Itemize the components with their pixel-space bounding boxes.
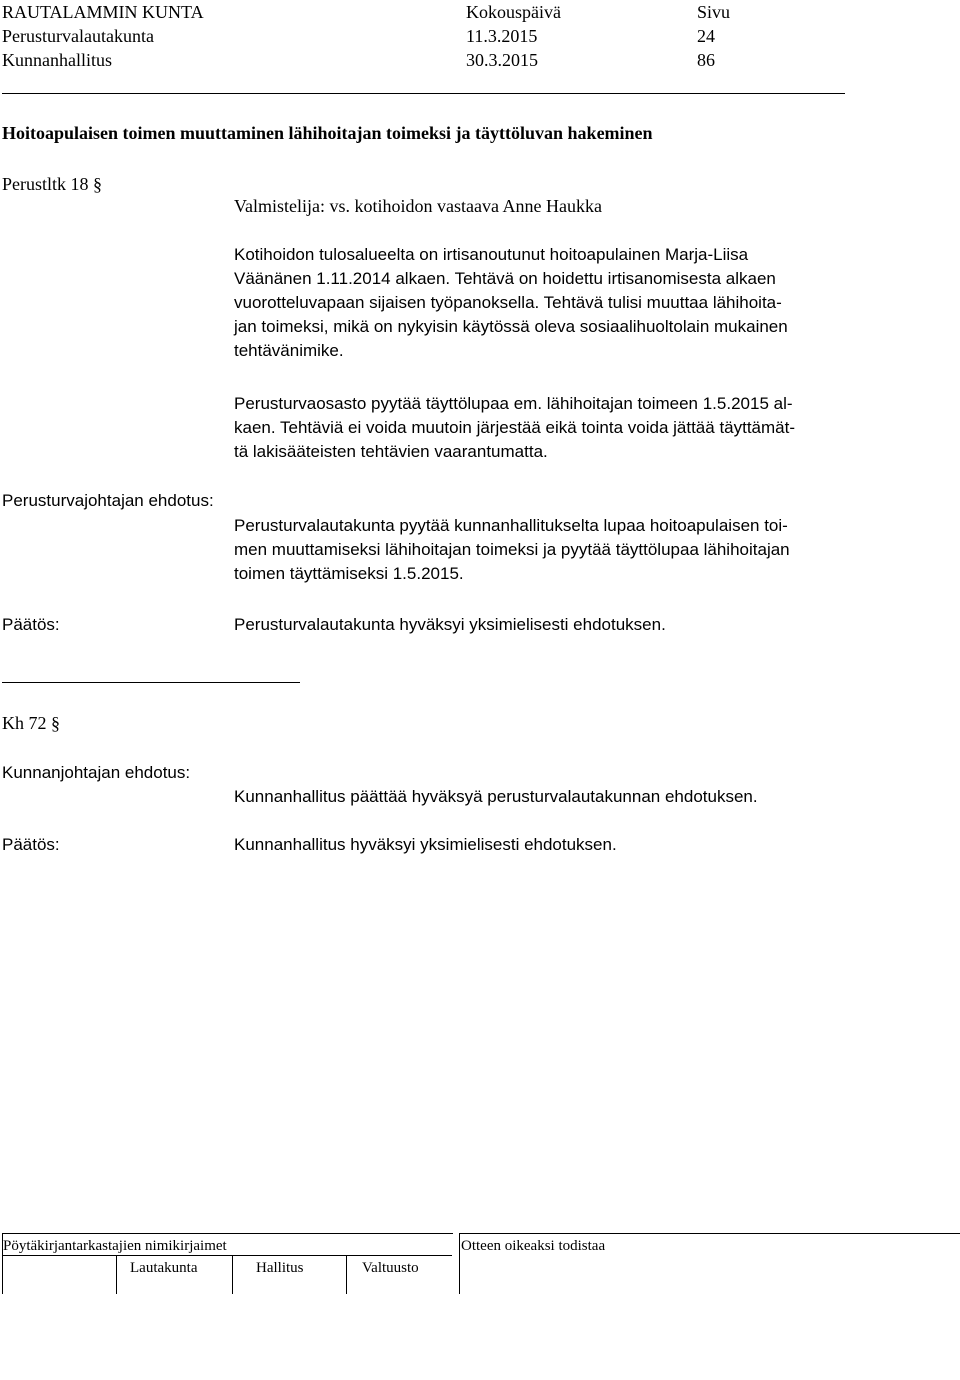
paragraph-line: kaen. Tehtäviä ei voida muutoin järjestää eikä tointa voida jättää täyttämät- [234,418,796,437]
proposal-label: Kunnanjohtajan ehdotus: [2,763,191,782]
proposal-text: Kunnanhallitus päättää hyväksyä perusturvalautakunnan ehdotuksen. [234,787,758,806]
section-reference: Perustltk 18 § [2,174,103,194]
paragraph-line: jan toimeksi, mikä on nykyisin käytössä oleva sosiaalihuoltolain mukainen [234,317,788,336]
decision-text: Perusturvalautakunta hyväksyi yksimielisesti ehdotuksen. [234,615,666,634]
header-date-2: 30.3.2015 [466,50,538,70]
meeting-date-label: Kokouspäivä [466,2,561,22]
page-label: Sivu [697,2,731,22]
paragraph-line: Perusturvalautakunta pyytää kunnanhallitukselta lupaa hoitoapulaisen toi- [234,516,788,535]
proposal-label: Perusturvajohtajan ehdotus: [2,491,214,510]
paragraph-line: vuorotteluvapaan sijaisen työpanoksella. Tehtävä tulisi muuttaa lähihoita- [234,293,782,312]
section-reference: Kh 72 § [2,713,60,733]
paragraph-line: toimen täyttämiseksi 1.5.2015. [234,564,464,583]
preparer-line: Valmistelija: vs. kotihoidon vastaava Anne Haukka [234,196,602,216]
decision-text: Kunnanhallitus hyväksyi yksimielisesti ehdotuksen. [234,835,617,854]
checkers-label-divider [2,1255,452,1256]
paragraph-line: men muuttamiseksi lähihoitajan toimeksi ja pyytää täyttölupaa lähihoitajan [234,540,790,559]
certified-label: Otteen oikeaksi todistaa [461,1238,606,1254]
decision-label: Päätös: [2,835,60,854]
header-body-1: Perusturvalautakunta [2,26,154,46]
column-divider [232,1256,233,1294]
section-divider [2,682,300,683]
paragraph-line: Perusturvaosasto pyytää täyttölupaa em. lähihoitajan toimeen 1.5.2015 al- [234,394,793,413]
column-hallitus: Hallitus [256,1260,304,1276]
column-valtuusto: Valtuusto [362,1260,419,1276]
header-page-1: 24 [697,26,715,46]
header-divider [2,93,845,94]
column-divider [346,1256,347,1294]
document-title: Hoitoapulaisen toimen muuttaminen lähihoitajan toimeksi ja täyttöluvan hakeminen [2,123,653,143]
paragraph-line: tehtävänimike. [234,341,344,360]
background-paragraph [234,243,874,363]
paragraph-line: Kotihoidon tulosalueelta on irtisanoutunut hoitoapulainen Marja-Liisa [234,245,749,264]
checkers-label: Pöytäkirjantarkastajien nimikirjaimet [3,1238,227,1254]
column-divider [116,1256,117,1294]
decision-label: Päätös: [2,615,60,634]
organization-name: RAUTALAMMIN KUNTA [2,2,204,22]
header-page-2: 86 [697,50,715,70]
proposal-paragraph [234,514,874,586]
column-lautakunta: Lautakunta [130,1260,198,1276]
paragraph-line: tä lakisääteisten tehtävien vaarantumatta. [234,442,548,461]
request-paragraph [234,392,874,464]
header-body-2: Kunnanhallitus [2,50,112,70]
paragraph-line: Väänänen 1.11.2014 alkaen. Tehtävä on hoidettu irtisanomisesta alkaen [234,269,776,288]
header-date-1: 11.3.2015 [466,26,538,46]
